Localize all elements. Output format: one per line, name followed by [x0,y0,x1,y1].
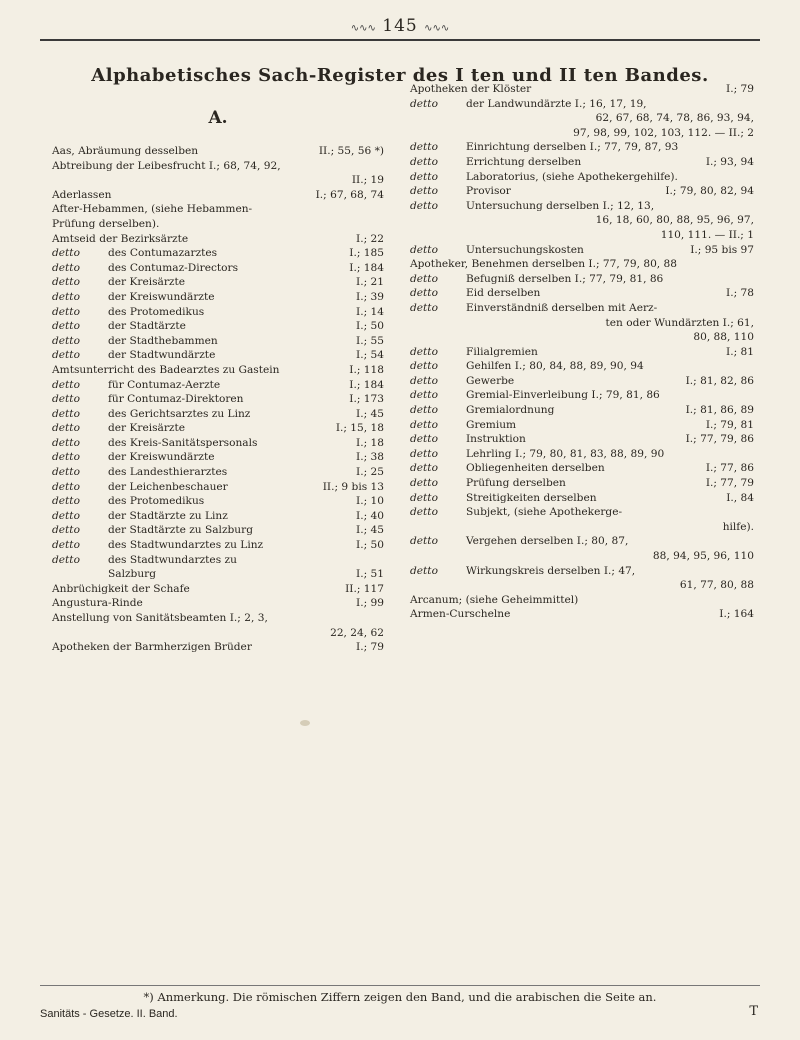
entry-ref: I., 84 [726,491,754,504]
index-entry [410,126,754,141]
index-entry [410,199,754,214]
page-number-line [0,16,800,36]
index-entry [410,82,754,97]
entry-ref: I.; 81, 82, 86 [685,374,754,387]
entry-ref: I.; 81 [726,345,754,358]
entry-text: 61, 77, 80, 88 [679,579,754,592]
right-column [410,82,754,622]
index-entry [410,272,754,287]
entry-ref: I.; 39 [356,290,384,303]
detto-label: detto [52,334,80,347]
entry-ref: I.; 93, 94 [705,155,754,168]
entry-text: Untersuchungskosten [466,243,584,256]
entry-text: der Kreisärzte [108,276,186,289]
entry-ref: I.; 14 [356,305,384,318]
page-number: 145 [382,16,418,36]
entry-text: des Protomedikus [108,305,205,318]
detto-label: detto [410,418,438,431]
detto-label: detto [52,553,80,566]
detto-label: detto [410,287,438,300]
detto-row [52,465,384,480]
detto-row [52,436,384,451]
index-entry [410,140,754,155]
detto-row [52,523,384,538]
detto-row [52,334,384,349]
index-entry [410,564,754,579]
entry-text: der Leichenbeschauer [108,480,228,493]
detto-label: detto [410,433,438,446]
detto-label: detto [52,349,80,362]
entry-text: Vergehen derselben I.; 80, 87, [466,535,629,548]
detto-label: detto [410,185,438,198]
entry-ref: I.; 10 [356,495,384,508]
index-entry [410,505,754,520]
entry-ref: I.; 54 [356,349,384,362]
entry-ref: I.; 173 [349,393,384,406]
index-entry [52,144,384,159]
entry-text: des Stadtwundarztes zu [108,553,237,566]
index-entry [410,534,754,549]
detto-label: detto [410,447,438,460]
detto-row [52,450,384,465]
entry-text: der Landwundärzte I.; 16, 17, 19, [466,97,647,110]
entry-term: Prüfung derselben). [52,217,160,230]
entry-term: Aderlassen [52,188,112,201]
detto-label: detto [410,155,438,168]
entry-text: Gremialordnung [466,404,555,417]
detto-label: detto [410,243,438,256]
entry-text: hilfe). [722,520,754,533]
entry-text: Lehrling I.; 79, 80, 81, 83, 88, 89, 90 [466,447,665,460]
entry-text: der Stadtärzte zu Linz [108,509,228,522]
entry-ref: I.; 79, 81 [705,418,754,431]
entry-ref: II.; 9 bis 13 [322,480,384,493]
detto-label: detto [410,462,438,475]
entry-term: Aas, Abräumung desselben [52,145,199,157]
index-entry [410,97,754,112]
detto-label: detto [52,524,80,537]
entry-text: der Kreisärzte [108,422,186,435]
detto-row [52,421,384,436]
entry-term: Apotheker, Benehmen derselben I.; 77, 79, 80, 88 [410,258,678,271]
detto-label: detto [410,564,438,577]
entry-text: Filialgremien [466,345,538,358]
detto-label: detto [52,480,80,493]
entry-text: Salzburg [108,568,156,581]
index-entry [52,611,384,626]
index-entry [52,217,384,232]
entry-ref: I.; 185 [349,247,384,260]
footnote-rule [40,985,760,986]
entry-text: der Kreiswundärzte [108,290,215,303]
entry-ref: I.; 118 [349,363,384,376]
entry-text: Gremium [466,418,517,431]
entry-text: des Kreis-Sanitätspersonals [108,436,258,449]
index-entry [52,202,384,217]
entry-text: Gehilfen I.; 80, 84, 88, 89, 90, 94 [466,360,644,373]
detto-row [52,348,384,363]
detto-label: detto [52,451,80,464]
detto-label: detto [52,509,80,522]
entry-term: Armen-Curschelne [410,608,511,621]
entry-text: 110, 111. — II.; 1 [660,228,754,241]
detto-label: detto [52,495,80,508]
entry-text: des Contumaz-Directors [108,261,239,274]
entry-text: Einverständniß derselben mit Aerz- [466,301,658,314]
footer-source: Sanitäts - Gesetze. II. Band. [40,1008,178,1020]
ornament-right: ∿∿∿ [424,23,450,34]
entry-text: des Stadtwundarztes zu Linz [108,539,264,552]
entry-ref: 22, 24, 62 [330,626,384,639]
detto-label: detto [52,539,80,552]
detto-row [52,319,384,334]
detto-label: detto [52,466,80,479]
index-entry [52,173,384,188]
entry-ref: I.; 77, 79 [705,477,754,490]
entry-ref: I.; 25 [356,466,384,479]
entry-ref: I.; 15, 18 [335,422,384,435]
index-entry [52,626,384,641]
detto-label: detto [410,491,438,504]
entry-text: ten oder Wundärzten I.; 61, [605,316,754,329]
index-entry [410,316,754,331]
index-entry [52,640,384,655]
entry-text: Gewerbe [466,374,515,387]
entry-text: Wirkungskreis derselben I.; 47, [466,564,636,577]
letter-heading: A. [208,108,228,128]
detto-label: detto [410,477,438,490]
entry-ref: I.; 45 [356,524,384,537]
ornament-left: ∿∿∿ [350,23,376,34]
entry-text: für Contumaz-Direktoren [108,393,244,406]
index-entry [410,301,754,316]
detto-label: detto [410,374,438,387]
detto-label: detto [410,360,438,373]
detto-label: detto [410,506,438,519]
entry-term: Abtreibung der Leibesfrucht I.; 68, 74, 92, [52,159,281,172]
left-entries [52,144,384,655]
entry-text: der Stadtärzte zu Salzburg [108,524,253,537]
entry-ref: I.; 95 bis 97 [690,243,754,256]
detto-label: detto [410,199,438,212]
detto-label: detto [52,290,80,303]
entry-text: der Stadthebammen [108,334,218,347]
index-entry [410,374,754,389]
detto-row [52,480,384,495]
detto-label: detto [52,247,80,260]
entry-text: Provisor [466,185,511,198]
detto-row [52,494,384,509]
entry-text: des Contumazarztes [108,247,218,260]
detto-label: detto [52,436,80,449]
detto-label: detto [52,305,80,318]
detto-label: detto [52,320,80,333]
index-entry [410,447,754,462]
index-entry [410,228,754,243]
entry-term: Anbrüchigkeit der Schafe [52,582,190,595]
index-entry [410,388,754,403]
index-entry [410,330,754,345]
entry-ref: I.; 50 [356,320,384,333]
entry-text: für Contumaz-Aerzte [108,378,221,391]
detto-row [52,538,384,553]
entry-ref: I.; 184 [349,378,384,391]
index-entry [410,476,754,491]
index-entry [410,359,754,374]
entry-ref: II.; 19 [351,174,384,187]
detto-label: detto [410,535,438,548]
detto-label: detto [52,378,80,391]
index-entry [410,491,754,506]
entry-ref: I.; 67, 68, 74 [315,188,384,201]
index-entry [52,582,384,597]
detto-row [52,378,384,393]
detto-label: detto [410,404,438,417]
entry-ref: I.; 78 [726,287,754,300]
detto-label: detto [52,393,80,406]
left-column [52,108,384,655]
entry-text: des Landesthierarztes [108,466,228,479]
entry-text: 80, 88, 110 [693,331,754,344]
entry-term: Anstellung von Sanitätsbeamten I.; 2, 3, [52,612,268,624]
detto-row [52,407,384,422]
detto-row [52,509,384,524]
detto-row [52,305,384,320]
right-entries [410,82,754,622]
entry-ref: I.; 18 [356,436,384,449]
detto-label: detto [410,301,438,314]
detto-label: detto [410,170,438,183]
entry-text: Befugniß derselben I.; 77, 79, 81, 86 [466,272,664,285]
detto-label: detto [52,407,80,420]
index-entry [410,520,754,535]
index-entry [410,578,754,593]
entry-text: Untersuchung derselben I.; 12, 13, [466,199,655,212]
entry-text: der Stadtärzte [108,320,186,333]
index-entry [410,461,754,476]
footnote: *) Anmerkung. Die römischen Ziffern zeigen den Band, und die arabischen die Seite an. [143,990,657,1004]
entry-term: Angustura-Rinde [52,597,143,610]
index-entry [410,170,754,185]
entry-text: 97, 98, 99, 102, 103, 112. — II.; 2 [573,126,754,139]
index-entry [410,213,754,228]
detto-label: detto [410,141,438,154]
entry-ref: II.; 55, 56 *) [318,145,384,157]
detto-label: detto [410,97,438,110]
index-entry [410,257,754,272]
detto-label: detto [410,345,438,358]
entry-ref: I.; 79 [726,83,754,95]
index-entry [410,155,754,170]
entry-ref: I.; 50 [356,539,384,552]
index-entry [410,345,754,360]
entry-ref: I.; 38 [356,451,384,464]
entry-ref: I.; 22 [356,232,384,245]
entry-ref: I.; 21 [356,276,384,289]
detto-row [52,261,384,276]
detto-label: detto [52,261,80,274]
entry-ref: II.; 117 [345,582,384,595]
entry-text: Streitigkeiten derselben [466,491,597,504]
entry-term: Apotheken der Klöster [410,83,532,95]
entry-ref: I.; 51 [356,568,384,581]
entry-ref: I.; 81, 86, 89 [685,404,754,417]
detto-row [52,246,384,261]
detto-label: detto [52,422,80,435]
index-entry [52,232,384,247]
index-entry [410,184,754,199]
entry-text: Gremial-Einverleibung I.; 79, 81, 86 [466,389,660,402]
entry-ref: I.; 55 [356,334,384,347]
entry-text: 88, 94, 95, 96, 110 [652,550,754,562]
entry-ref: I.; 77, 86 [705,462,754,475]
index-entry [410,286,754,301]
entry-ref: I.; 40 [356,509,384,522]
index-entry [410,549,754,564]
entry-ref: I.; 79, 80, 82, 94 [665,185,754,198]
entry-term: Amtsunterricht des Badearztes zu Gastein [52,363,280,376]
entry-ref: I.; 99 [356,597,384,610]
entry-text: Eid derselben [466,287,541,300]
index-entry [410,607,754,622]
detto-row [52,392,384,407]
detto-label: detto [410,389,438,402]
entry-text: Subjekt, (siehe Apothekerge- [466,506,623,519]
index-entry [52,159,384,174]
index-entry [410,403,754,418]
detto-row [52,553,384,568]
entry-ref: I.; 77, 79, 86 [685,433,754,446]
entry-text: der Stadtwundärzte [108,349,216,362]
entry-ref: I.; 184 [349,261,384,274]
entry-text: Prüfung derselben [466,477,566,490]
entry-text: Obliegenheiten derselben [466,462,605,475]
entry-text: Einrichtung derselben I.; 77, 79, 87, 93 [466,141,679,154]
detto-row [52,567,384,582]
entry-term: Arcanum; (siehe Geheimmittel) [410,593,579,606]
index-entry [52,596,384,611]
entry-text: Instruktion [466,433,526,446]
index-entry [410,418,754,433]
index-entry [410,432,754,447]
entry-text: des Protomedikus [108,495,205,508]
entry-text: 16, 18, 60, 80, 88, 95, 96, 97, [595,214,754,227]
paper-blemish [300,720,310,726]
entry-ref: I.; 164 [719,608,754,621]
entry-term: Amtseid der Bezirksärzte [52,232,189,245]
entry-text: des Gerichtsarztes zu Linz [108,407,251,420]
index-entry [52,363,384,378]
signature-mark: T [749,1004,758,1019]
entry-text: Laboratorius, (siehe Apothekergehilfe). [466,170,678,183]
entry-ref: I.; 45 [356,407,384,420]
entry-text: der Kreiswundärzte [108,451,215,464]
entry-text: 62, 67, 68, 74, 78, 86, 93, 94, [595,112,754,125]
index-entry [410,111,754,126]
detto-label: detto [410,272,438,285]
entry-ref: I.; 79 [356,641,384,654]
index-entry [410,243,754,258]
detto-row [52,275,384,290]
index-entry [410,593,754,608]
detto-label: detto [52,276,80,289]
entry-term: Apotheken der Barmherzigen Brüder [52,641,252,654]
header-rule [40,39,760,41]
page-title: Alphabetisches Sach-Register des I ten und II ten Bandes. [91,65,709,86]
detto-row [52,290,384,305]
entry-text: Errichtung derselben [466,155,582,168]
entry-term: After-Hebammen, (siehe Hebammen- [52,203,253,216]
index-entry [52,188,384,203]
